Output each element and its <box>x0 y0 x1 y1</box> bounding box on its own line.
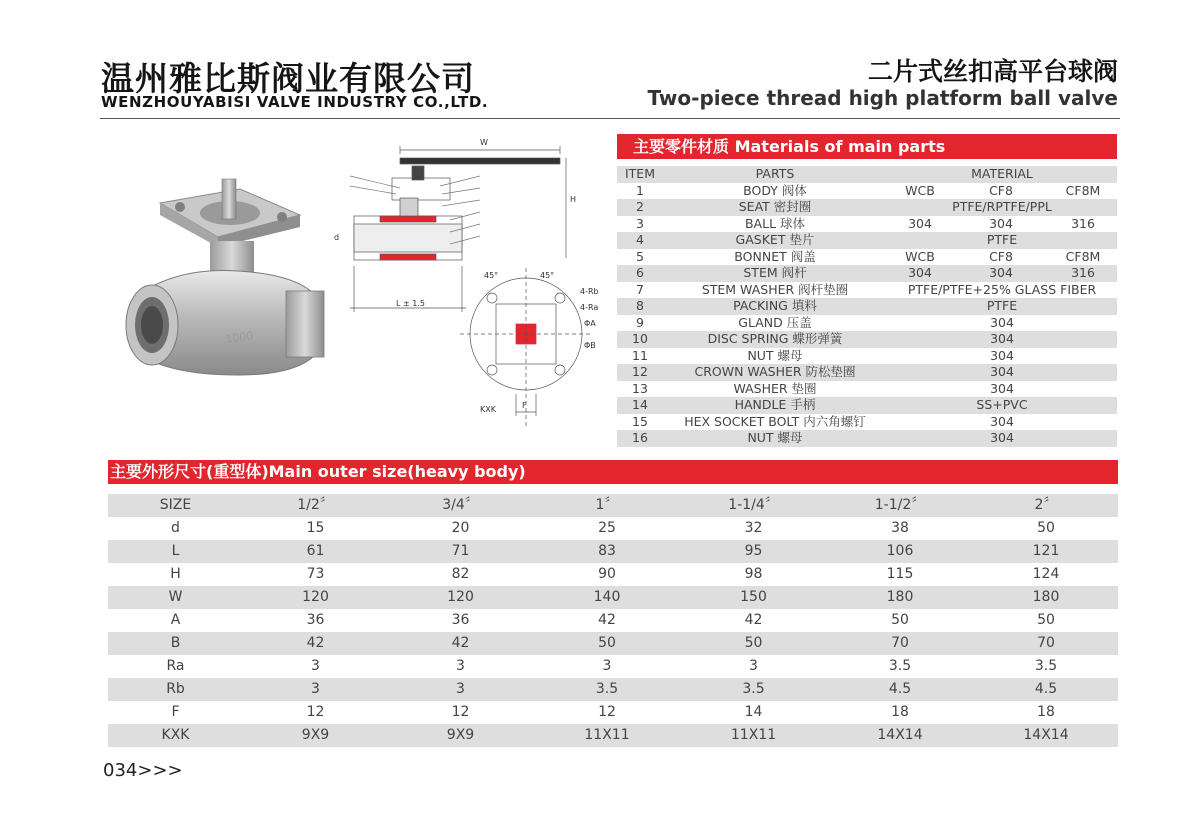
materials-row <box>617 364 1117 381</box>
size-cell: 25 <box>598 520 616 536</box>
part-name: DISC SPRING 蝶形弹簧 <box>663 331 887 348</box>
material-value: 304 <box>887 331 1117 348</box>
page-number: 034>>> <box>103 760 183 781</box>
materials-row <box>617 265 1117 282</box>
size-cell: 42 <box>388 632 533 655</box>
size-cell: 38 <box>891 520 909 536</box>
size-cell: 3.5 <box>681 678 826 701</box>
size-cell: 11X11 <box>681 724 826 747</box>
size-row <box>108 563 1118 586</box>
material-cf8m: CF8M <box>1065 182 1101 198</box>
size-row-label: F <box>171 704 180 720</box>
size-header-row <box>108 494 1118 517</box>
size-title-bar: 主要外形尺寸(重型体)Main outer size(heavy body) <box>108 460 1118 484</box>
size-cell: 1〞 <box>533 494 681 517</box>
size-cell: 50 <box>1037 520 1055 536</box>
material-cf8: 304 <box>989 215 1013 231</box>
item-number: 13 <box>632 380 648 396</box>
size-cell: 42 <box>243 632 388 655</box>
item-number: 9 <box>636 314 644 330</box>
drawing-label-phi-a: ΦA <box>584 319 596 328</box>
material-cf8: CF8 <box>989 248 1013 264</box>
size-cell: 106 <box>826 540 974 563</box>
company-name-cn: 温州雅比斯阀业有限公司 <box>101 59 475 98</box>
size-cell: 3.5 <box>888 658 912 674</box>
size-row <box>108 655 1118 678</box>
size-row <box>108 724 1118 747</box>
part-name: STEM 阀杆 <box>663 265 887 282</box>
part-name: HANDLE 手柄 <box>663 397 887 414</box>
materials-title-bar: 主要零件材质 Materials of main parts <box>617 134 1117 159</box>
material-value: 304 <box>990 347 1014 363</box>
size-cell: 20 <box>451 520 470 536</box>
part-name: NUT 螺母 <box>663 430 887 447</box>
size-cell: 71 <box>388 540 533 563</box>
size-row <box>108 517 1118 540</box>
header-divider <box>100 118 1120 119</box>
drawing-label-rb: 4-Rb <box>580 287 599 296</box>
part-name: SEAT 密封圈 <box>663 199 887 216</box>
size-cell: 98 <box>744 566 763 582</box>
size-row-label: W <box>108 586 243 609</box>
size-cell: 18 <box>891 704 909 720</box>
size-cell: 50 <box>1037 612 1055 628</box>
size-cell: 18 <box>1037 704 1055 720</box>
size-cell: 73 <box>306 566 325 582</box>
size-cell: 3.5 <box>533 678 681 701</box>
header-item: ITEM <box>617 166 663 183</box>
materials-row <box>617 414 1117 431</box>
material-value: 304 <box>990 314 1014 330</box>
size-cell: 3 <box>749 658 758 674</box>
material-value: 304 <box>990 413 1014 429</box>
size-cell: 120 <box>243 586 388 609</box>
size-cell: 3 <box>388 678 533 701</box>
size-cell: 12 <box>451 704 470 720</box>
size-cell: 95 <box>681 540 826 563</box>
size-row-label: L <box>108 540 243 563</box>
item-number: 5 <box>636 248 644 264</box>
size-cell: 42 <box>598 612 616 628</box>
materials-row <box>617 216 1117 233</box>
part-name: BALL 球体 <box>744 215 806 231</box>
size-row-label: SIZE <box>108 494 243 517</box>
materials-row <box>617 430 1117 447</box>
size-cell: 50 <box>891 612 909 628</box>
size-cell: 14X14 <box>826 724 974 747</box>
materials-row <box>617 315 1117 332</box>
material-cf8m: 316 <box>1071 215 1095 231</box>
part-name: GASKET 垫片 <box>663 232 887 249</box>
size-cell: 3/4〞 <box>388 494 533 517</box>
material-cf8m: 316 <box>1049 265 1117 282</box>
size-cell: 1/2〞 <box>243 494 388 517</box>
material-wcb: 304 <box>908 215 932 231</box>
size-cell: 3.5 <box>1034 658 1058 674</box>
size-cell: 180 <box>826 586 974 609</box>
size-cell: 120 <box>388 586 533 609</box>
material-wcb: WCB <box>905 248 935 264</box>
materials-row <box>617 348 1117 365</box>
size-cell: 1-1/2〞 <box>826 494 974 517</box>
part-name: BODY 阀体 <box>743 182 807 198</box>
size-row <box>108 609 1118 632</box>
size-cell: 32 <box>744 520 763 536</box>
drawing-label-h: H <box>570 195 577 204</box>
size-row <box>108 678 1118 701</box>
size-cell: 42 <box>744 612 763 628</box>
size-cell: 36 <box>451 612 470 628</box>
size-cell: 3 <box>243 678 388 701</box>
material-value: PTFE/RPTFE/PPL <box>887 199 1117 216</box>
size-cell: 61 <box>243 540 388 563</box>
size-cell: 15 <box>306 520 325 536</box>
materials-row <box>617 232 1117 249</box>
part-name: WASHER 垫圈 <box>733 380 817 396</box>
size-cell: 9X9 <box>243 724 388 747</box>
material-value: PTFE/PTFE+25% GLASS FIBER <box>907 281 1097 297</box>
svg-text:1000: 1000 <box>224 329 255 346</box>
part-name: HEX SOCKET BOLT 内六角螺钉 <box>684 413 866 429</box>
size-cell: 36 <box>306 612 325 628</box>
size-cell: 70 <box>826 632 974 655</box>
materials-row <box>617 298 1117 315</box>
size-cell: 9X9 <box>388 724 533 747</box>
materials-header-row <box>617 166 1117 183</box>
drawing-label-angle-1: 45° <box>484 271 499 280</box>
material-wcb: WCB <box>905 182 935 198</box>
materials-row <box>617 397 1117 414</box>
materials-row <box>617 381 1117 398</box>
materials-row <box>617 331 1117 348</box>
size-cell: 115 <box>886 566 914 582</box>
drawing-label-phi-b: ΦB <box>584 341 596 350</box>
item-number: 6 <box>617 265 663 282</box>
drawing-label-l: L ± 1.5 <box>396 299 425 308</box>
product-title-en: Two-piece thread high platform ball valve <box>647 86 1118 110</box>
size-cell: 124 <box>1032 566 1060 582</box>
material-value: 304 <box>990 380 1014 396</box>
size-cell: 121 <box>974 540 1118 563</box>
size-cell: 150 <box>681 586 826 609</box>
size-cell: 50 <box>533 632 681 655</box>
item-number: 4 <box>617 232 663 249</box>
drawing-label-ra: 4-Ra <box>580 303 599 312</box>
material-value: SS+PVC <box>887 397 1117 414</box>
size-cell: 14 <box>744 704 763 720</box>
size-cell: 2〞 <box>974 494 1118 517</box>
size-cell: 90 <box>598 566 616 582</box>
size-cell: 11X11 <box>533 724 681 747</box>
size-cell: 180 <box>974 586 1118 609</box>
part-name: CROWN WASHER 防松垫圈 <box>663 364 887 381</box>
size-table <box>108 494 1118 747</box>
size-cell: 3 <box>602 658 612 674</box>
size-cell: 4.5 <box>974 678 1118 701</box>
materials-row <box>617 282 1117 299</box>
size-cell: 4.5 <box>826 678 974 701</box>
material-value: 304 <box>887 430 1117 447</box>
company-name-en: WENZHOUYABISI VALVE INDUSTRY CO.,LTD. <box>101 93 489 111</box>
technical-drawing <box>330 136 620 434</box>
size-row <box>108 701 1118 724</box>
drawing-label-f: F <box>522 401 527 410</box>
size-row-label: KXK <box>108 724 243 747</box>
part-name: GLAND 压盖 <box>738 314 812 330</box>
drawing-label-angle-2: 45° <box>540 271 555 280</box>
size-row-label: Rb <box>108 678 243 701</box>
part-name: NUT 螺母 <box>747 347 803 363</box>
part-name: STEM WASHER 阀杆垫圈 <box>701 281 849 297</box>
size-row-label: d <box>171 520 180 536</box>
valve-photo <box>118 175 338 395</box>
size-row-label: H <box>170 566 181 582</box>
material-cf8m: CF8M <box>1065 248 1101 264</box>
item-number: 14 <box>617 397 663 414</box>
drawing-label-w: W <box>480 138 488 147</box>
item-number: 3 <box>636 215 644 231</box>
material-cf8: CF8 <box>989 182 1013 198</box>
part-name: PACKING 填料 <box>663 298 887 315</box>
item-number: 2 <box>617 199 663 216</box>
item-number: 1 <box>636 182 644 198</box>
size-cell: 12 <box>598 704 616 720</box>
size-cell: 50 <box>681 632 826 655</box>
material-value: PTFE <box>887 298 1117 315</box>
size-row <box>108 540 1118 563</box>
size-cell: 1-1/4〞 <box>681 494 826 517</box>
item-number: 8 <box>617 298 663 315</box>
size-cell: 12 <box>306 704 325 720</box>
size-row-label: Ra <box>166 658 185 674</box>
material-value: PTFE <box>887 232 1117 249</box>
material-cf8: 304 <box>953 265 1049 282</box>
header-material: MATERIAL <box>887 166 1117 183</box>
item-number: 12 <box>617 364 663 381</box>
materials-row <box>617 183 1117 200</box>
size-cell: 3 <box>456 658 465 674</box>
size-cell: 3 <box>311 658 320 674</box>
drawing-label-kxk: KXK <box>480 405 496 414</box>
drawing-label-d: d <box>334 233 340 242</box>
size-cell: 140 <box>533 586 681 609</box>
materials-row <box>617 249 1117 266</box>
size-cell: 82 <box>451 566 470 582</box>
part-name: BONNET 阀盖 <box>734 248 816 264</box>
material-wcb: 304 <box>887 265 953 282</box>
materials-table <box>617 166 1117 447</box>
size-cell: 83 <box>533 540 681 563</box>
item-number: 10 <box>617 331 663 348</box>
size-row-label: A <box>170 612 181 628</box>
materials-row <box>617 199 1117 216</box>
size-row-label: B <box>108 632 243 655</box>
product-title-cn: 二片式丝扣高平台球阀 <box>867 57 1118 86</box>
size-row <box>108 632 1118 655</box>
size-cell: 14X14 <box>974 724 1118 747</box>
size-cell: 70 <box>974 632 1118 655</box>
item-number: 16 <box>617 430 663 447</box>
header-parts: PARTS <box>663 166 887 183</box>
item-number: 15 <box>632 413 648 429</box>
size-row <box>108 586 1118 609</box>
material-value: 304 <box>887 364 1117 381</box>
item-number: 11 <box>632 347 648 363</box>
item-number: 7 <box>636 281 644 297</box>
